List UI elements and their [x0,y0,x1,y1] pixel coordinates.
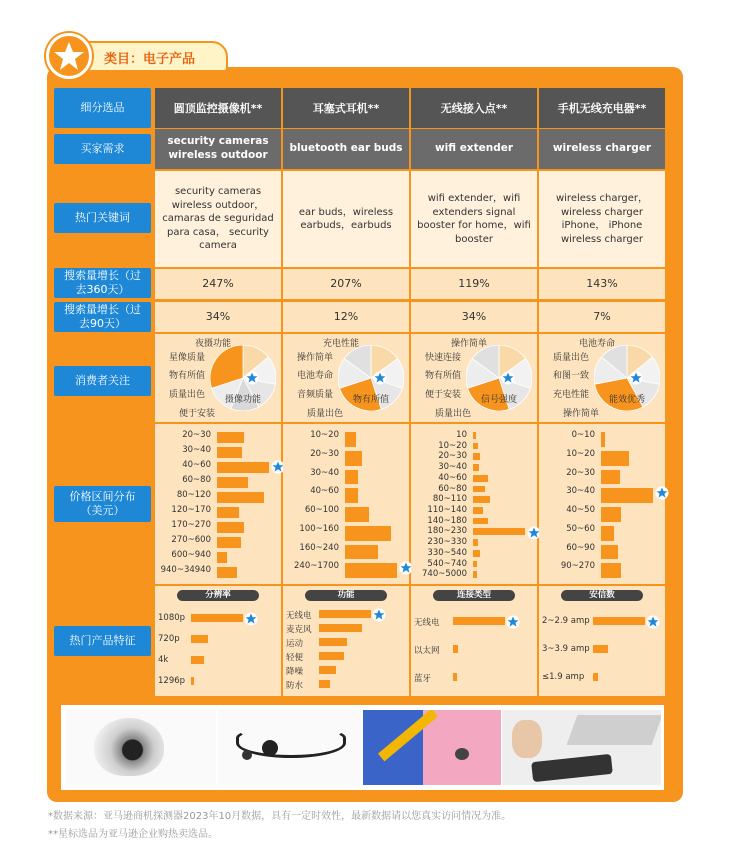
price-range-label: 230~330 [427,537,467,548]
price-bar [473,561,477,568]
price-bar [601,545,618,560]
price-bar [473,550,480,557]
feature-label: 3~3.9 amp [542,644,590,654]
feature-bar [593,645,608,653]
feature-bar [319,624,362,632]
price-range-label: 160~240 [299,542,339,553]
feature-label: 2~2.9 amp [542,616,590,626]
pie-label: 物有所值 [425,371,462,381]
keywords-cell: wireless charger，wireless charger iPhone， iPhone wireless charger [539,171,665,267]
price-range-label: 20~30 [566,467,595,478]
pie-star-icon [629,370,643,384]
buyer-need-cell: security cameras wireless outdoor [155,129,281,169]
price-range-label: 20~30 [310,448,339,459]
keywords-cell: security cameras wireless outdoor，camaras de seguridad para casa， security camera [155,171,281,267]
price-range-label: 40~50 [566,505,595,515]
phone-charger-photo [502,710,661,785]
feature-title: 连接类型 [433,590,515,601]
pie-label: 音频质量 [297,390,334,400]
buyer-need-cell: bluetooth ear buds [283,129,409,169]
feature-bar [191,677,194,685]
feature-star-icon [506,614,520,628]
price-range-label: 240~1700 [294,561,339,572]
row-label-price: 价格区间分布（美元） [54,486,151,522]
price-range-label: 80~110 [432,494,467,505]
pie-label: 质量出色 [553,353,590,363]
feature-bar [191,635,208,643]
pie-star-icon [373,370,387,384]
feature-star-icon [244,611,258,625]
feature-bar [319,652,344,660]
pie-label: 操作简单 [297,353,334,363]
pie-label: 便于安装 [425,390,462,400]
price-range-label: 330~540 [427,547,467,558]
price-range-label: 270~600 [171,535,211,545]
category-title: 类目：电子产品 [104,52,196,67]
price-range-label: 30~40 [566,486,595,497]
price-range-label: 10~20 [566,448,595,459]
price-range-label: 40~60 [438,472,467,483]
price-bar [345,470,358,485]
price-bar [473,486,485,493]
price-range-label: 90~270 [560,561,595,572]
price-bar [345,507,369,522]
price-range-label: 740~5000 [422,569,467,580]
feature-bar [191,656,204,664]
feature-label: 轻便 [286,653,304,663]
price-bar [473,528,525,535]
price-range-label: 140~180 [427,515,467,526]
price-bar [601,470,620,485]
price-bar [473,518,488,525]
price-range-label: 10~20 [310,430,339,440]
price-bar [473,507,483,514]
growth-360-cell: 247% [155,269,281,299]
price-bar [473,464,479,471]
price-range-label: 20~30 [438,451,467,462]
feature-label: 运动 [286,639,304,649]
price-bar [601,432,605,447]
pie-label: 摄像功能 [225,395,262,405]
feature-bar [319,610,371,618]
price-range-label: 40~60 [310,486,339,497]
growth-90-cell: 34% [411,302,537,332]
price-range-label: 60~80 [182,475,211,485]
pie-label: 电池寿命 [579,339,616,349]
feature-title: 安信数 [561,590,643,601]
feature-label: 4k [158,654,169,665]
price-range-label: 30~40 [182,445,211,455]
feature-label: 无线电 [286,611,312,621]
ethernet-cable-photo [363,710,501,785]
price-bar [217,432,244,443]
buyer-need-cell: wireless charger [539,129,665,169]
pie-label: 物有所值 [353,395,390,405]
feature-star-icon [646,614,660,628]
price-range-label: 940~34940 [160,565,211,575]
dome-camera-photo [66,710,216,785]
pie-label: 电池寿命 [297,371,334,381]
price-bar [217,492,264,503]
pie-label: 操作简单 [451,339,488,349]
price-range-label: 20~30 [182,430,211,440]
column-header: 圆顶监控摄像机** [155,88,281,128]
column-header: 手机无线充电器** [539,88,665,128]
price-bar [217,507,239,518]
price-bar [601,488,653,503]
feature-label: 以太网 [414,646,440,656]
price-bar [601,507,621,522]
price-bar [345,545,378,560]
price-bar [473,539,478,546]
price-range-label: 60~90 [566,542,595,553]
pie-label: 物有所值 [169,371,206,381]
pie-label: 充电性能 [553,390,590,400]
row-label-consumer: 消费者关注 [54,366,151,396]
price-bar [217,537,241,548]
feature-label: 1296p [158,675,186,686]
pie-star-icon [501,370,515,384]
price-bar [345,563,397,578]
price-range-label: 40~60 [182,460,211,470]
price-range-label: 170~270 [171,520,211,530]
feature-label: 1080p [158,612,186,623]
feature-label: 无线电 [414,618,440,628]
feature-label: 降噪 [286,667,304,677]
pie-label: 夜摄功能 [195,339,232,349]
feature-bar [191,614,243,622]
price-bar [217,522,244,533]
feature-bar [453,645,458,653]
price-bar [601,451,629,466]
price-range-label: 600~940 [171,550,211,560]
feature-bar [593,673,598,681]
pie-label: 快速连接 [425,353,462,363]
pie-star-icon [245,370,259,384]
price-bar [217,447,242,458]
price-bar [473,443,478,450]
price-range-label: 540~740 [427,558,467,569]
footnotes [48,808,511,843]
column-header: 无线接入点** [411,88,537,128]
growth-90-cell: 34% [155,302,281,332]
price-bar [345,451,362,466]
price-range-label: 0~10 [571,430,595,440]
row-label-growth-90: 搜索量增长（过去90天） [54,302,151,332]
feature-label: 720p [158,633,180,644]
row-label-keywords: 热门关键词 [54,203,151,233]
pie-label: 质量出色 [169,390,206,400]
price-bar [473,496,490,503]
price-bar [473,453,480,460]
feature-label: ≤1.9 amp [542,672,585,682]
price-range-label: 30~40 [310,467,339,478]
growth-360-cell: 119% [411,269,537,299]
feature-star-icon [372,607,386,621]
growth-90-cell: 7% [539,302,665,332]
pie-label: 星像质量 [169,353,206,363]
keywords-cell: ear buds，wireless earbuds，earbuds [283,171,409,267]
feature-bar [319,666,336,674]
row-label-buyer-need: 买家需求 [54,134,151,164]
price-range-label: 180~230 [427,526,467,537]
price-range-label: 80~120 [176,490,211,500]
feature-bar [453,617,505,625]
pie-label: 充电性能 [323,339,360,349]
price-bar [217,462,269,473]
price-range-label: 10 [456,430,467,440]
price-range-label: 50~60 [566,523,595,534]
pie-label: 便于安装 [179,409,216,419]
price-bar [217,552,227,563]
column-header: 耳塞式耳机** [283,88,409,128]
price-star-icon [655,485,669,499]
pie-label: 信号强度 [481,395,518,405]
price-range-label: 100~160 [299,523,339,534]
growth-360-cell: 143% [539,269,665,299]
pie-label: 质量出色 [435,409,472,419]
price-bar [473,475,488,482]
price-bar [601,563,621,578]
growth-90-cell: 12% [283,302,409,332]
feature-title: 功能 [305,590,387,601]
price-range-label: 60~80 [438,483,467,494]
row-label-growth-360: 搜索量增长（过去360天） [54,268,151,298]
growth-360-cell: 207% [283,269,409,299]
footnote-2: **星标选品为亚马逊企业购热卖选品。 [48,828,218,840]
price-range-label: 120~170 [171,505,211,515]
keywords-cell: wifi extender，wifi extenders signal booster for home，wifi booster [411,171,537,267]
price-bar [345,488,358,503]
price-bar [217,567,237,578]
feature-bar [319,638,347,646]
feature-label: 防水 [286,681,304,691]
price-bar [473,571,477,578]
pie-label: 和图一致 [553,371,590,381]
buyer-need-cell: wifi extender [411,129,537,169]
feature-bar [593,617,645,625]
feature-title: 分辨率 [177,590,259,601]
feature-label: 蓝牙 [414,674,432,684]
price-bar [473,432,476,439]
feature-bar [319,680,330,688]
pie-label: 能效优秀 [609,395,646,405]
pie-label: 操作简单 [563,409,600,419]
price-bar [345,432,356,447]
star-icon [46,33,92,79]
price-range-label: 30~40 [438,462,467,473]
row-label-features: 热门产品特征 [54,626,151,656]
price-range-label: 10~20 [438,440,467,451]
price-bar [601,526,614,541]
price-range-label: 60~100 [304,505,339,515]
price-bar [345,526,391,541]
row-label-segment: 细分选品 [54,88,151,128]
pie-label: 质量出色 [307,409,344,419]
price-range-label: 110~140 [427,505,467,515]
earbuds-photo [218,710,361,785]
price-bar [217,477,248,488]
feature-bar [453,673,457,681]
feature-label: 麦克风 [286,625,312,635]
footnote-1: *数据来源：亚马逊商机探测器2023年10月数据，具有一定时效性，最新数据请以您真实访问情况为准。 [48,811,512,822]
